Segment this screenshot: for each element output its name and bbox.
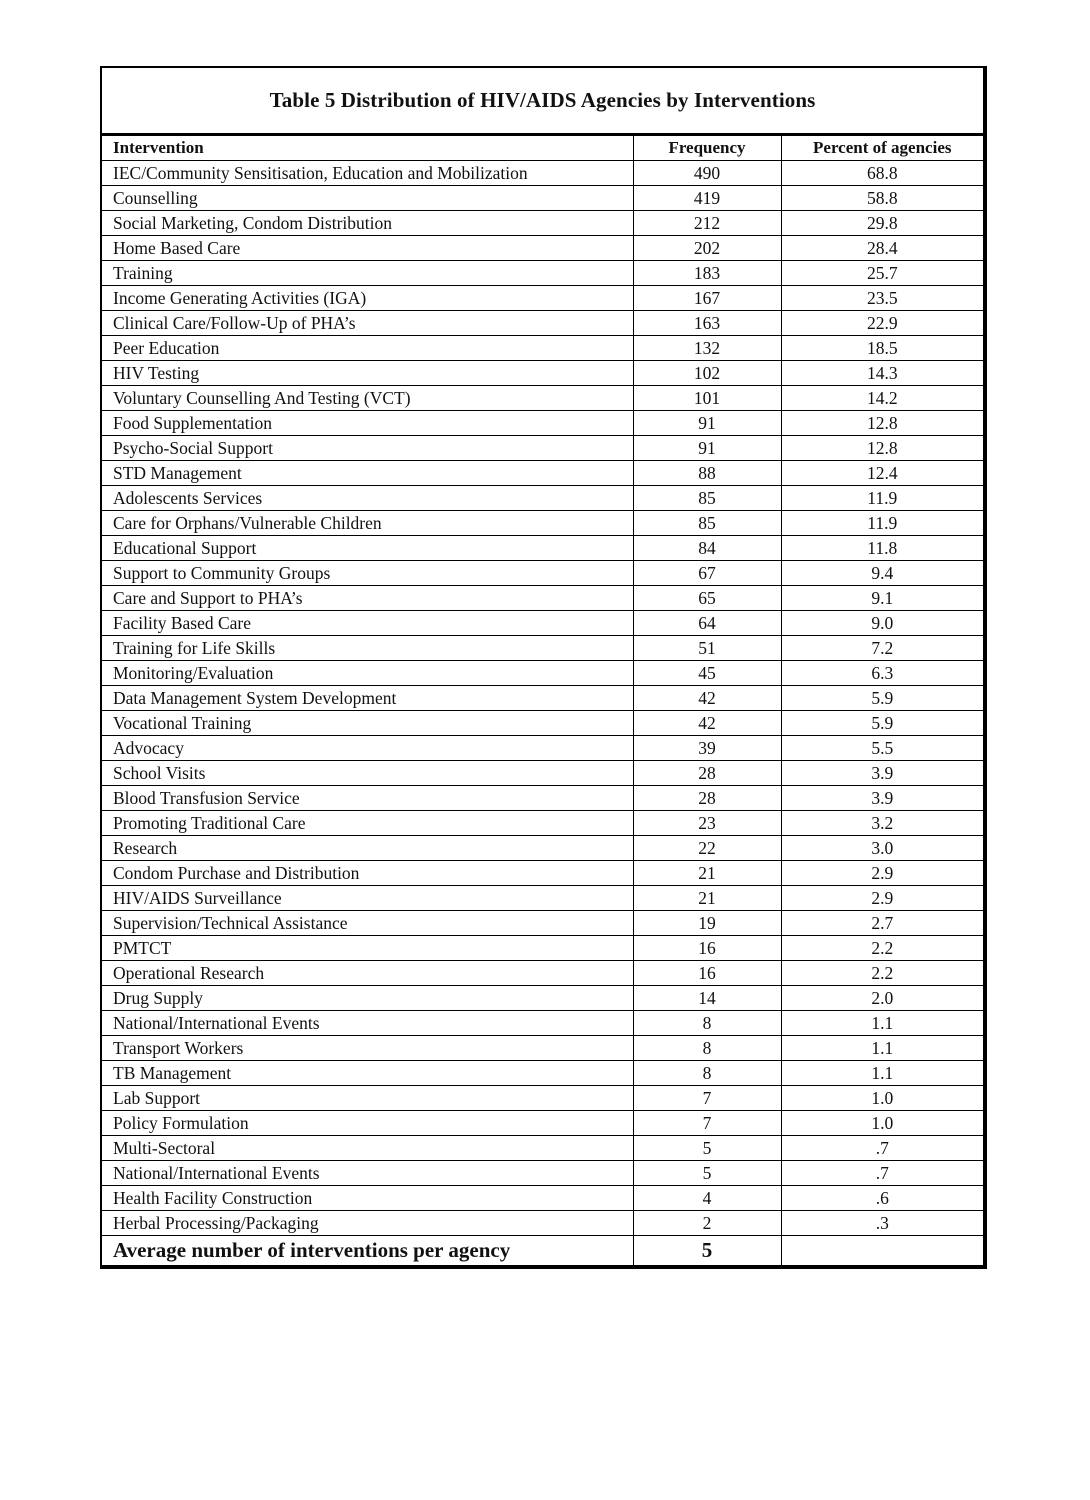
footer-row: [102, 1236, 983, 1266]
cell-percent: 6.3: [781, 661, 983, 686]
cell-frequency: 91: [633, 411, 781, 436]
cell-percent: 12.8: [781, 411, 983, 436]
cell-intervention: Facility Based Care: [102, 611, 633, 636]
cell-frequency: 28: [633, 786, 781, 811]
cell-percent: 3.0: [781, 836, 983, 861]
cell-percent: 22.9: [781, 311, 983, 336]
cell-intervention: Food Supplementation: [102, 411, 633, 436]
cell-percent: 9.0: [781, 611, 983, 636]
cell-frequency: 490: [633, 161, 781, 186]
cell-intervention: Transport Workers: [102, 1036, 633, 1061]
cell-intervention: National/International Events: [102, 1011, 633, 1036]
cell-frequency: 21: [633, 861, 781, 886]
cell-frequency: 88: [633, 461, 781, 486]
table-row: [102, 1086, 983, 1111]
cell-intervention: Blood Transfusion Service: [102, 786, 633, 811]
table-row: [102, 361, 983, 386]
cell-intervention: Research: [102, 836, 633, 861]
cell-frequency: 101: [633, 386, 781, 411]
cell-percent: 5.9: [781, 686, 983, 711]
cell-percent: 12.8: [781, 436, 983, 461]
table-row: [102, 161, 983, 186]
cell-frequency: 202: [633, 236, 781, 261]
table-row: [102, 961, 983, 986]
cell-percent: 68.8: [781, 161, 983, 186]
cell-percent: 3.9: [781, 786, 983, 811]
cell-intervention: PMTCT: [102, 936, 633, 961]
table-row: [102, 1186, 983, 1211]
cell-intervention: Social Marketing, Condom Distribution: [102, 211, 633, 236]
cell-intervention: Vocational Training: [102, 711, 633, 736]
cell-frequency: 14: [633, 986, 781, 1011]
cell-percent: 2.2: [781, 936, 983, 961]
cell-percent: 1.1: [781, 1061, 983, 1086]
cell-percent: 1.0: [781, 1086, 983, 1111]
table-row: [102, 536, 983, 561]
header-row: [102, 136, 983, 161]
cell-percent: 1.1: [781, 1036, 983, 1061]
cell-intervention: Drug Supply: [102, 986, 633, 1011]
cell-intervention: IEC/Community Sensitisation, Education and Mobilization: [102, 161, 633, 186]
cell-intervention: Operational Research: [102, 961, 633, 986]
cell-frequency: 2: [633, 1211, 781, 1236]
cell-intervention: Psycho-Social Support: [102, 436, 633, 461]
table-row: [102, 886, 983, 911]
table-row: [102, 386, 983, 411]
cell-frequency: 51: [633, 636, 781, 661]
cell-percent: 7.2: [781, 636, 983, 661]
table-row: [102, 461, 983, 486]
cell-frequency: 167: [633, 286, 781, 311]
cell-percent: 1.1: [781, 1011, 983, 1036]
table-row: [102, 686, 983, 711]
cell-percent: 25.7: [781, 261, 983, 286]
cell-frequency: 419: [633, 186, 781, 211]
cell-intervention: HIV/AIDS Surveillance: [102, 886, 633, 911]
cell-intervention: National/International Events: [102, 1161, 633, 1186]
table-row: [102, 236, 983, 261]
table-row: [102, 811, 983, 836]
cell-percent: 2.2: [781, 961, 983, 986]
table-row: [102, 1136, 983, 1161]
table-row: [102, 786, 983, 811]
table-row: [102, 486, 983, 511]
cell-intervention: Care for Orphans/Vulnerable Children: [102, 511, 633, 536]
table-row: [102, 1036, 983, 1061]
cell-percent: 11.9: [781, 511, 983, 536]
cell-frequency: 22: [633, 836, 781, 861]
header-intervention: Intervention: [102, 136, 633, 161]
cell-frequency: 65: [633, 586, 781, 611]
table-row: [102, 561, 983, 586]
cell-percent: 2.9: [781, 861, 983, 886]
table-row: [102, 336, 983, 361]
cell-percent: 23.5: [781, 286, 983, 311]
cell-percent: 5.9: [781, 711, 983, 736]
cell-frequency: 163: [633, 311, 781, 336]
cell-intervention: Educational Support: [102, 536, 633, 561]
footer-label: Average number of interventions per agency: [113, 1238, 511, 1262]
interventions-table: [102, 136, 983, 1265]
table-row: [102, 1111, 983, 1136]
cell-frequency: 7: [633, 1111, 781, 1136]
footer-frequency: 5: [633, 1236, 781, 1266]
cell-intervention: Care and Support to PHA’s: [102, 586, 633, 611]
table-row: [102, 1011, 983, 1036]
table-row: [102, 261, 983, 286]
cell-percent: 5.5: [781, 736, 983, 761]
table-row: [102, 286, 983, 311]
table-row: [102, 711, 983, 736]
cell-frequency: 8: [633, 1061, 781, 1086]
cell-percent: 2.7: [781, 911, 983, 936]
table-row: [102, 911, 983, 936]
cell-frequency: 85: [633, 511, 781, 536]
cell-intervention: Clinical Care/Follow-Up of PHA’s: [102, 311, 633, 336]
cell-percent: 28.4: [781, 236, 983, 261]
cell-frequency: 183: [633, 261, 781, 286]
cell-percent: 58.8: [781, 186, 983, 211]
cell-frequency: 85: [633, 486, 781, 511]
cell-percent: .7: [781, 1161, 983, 1186]
table-row: [102, 511, 983, 536]
cell-percent: 9.4: [781, 561, 983, 586]
header-frequency: Frequency: [633, 136, 781, 161]
table-title: Table 5 Distribution of HIV/AIDS Agencies by Interventions: [102, 68, 983, 136]
cell-percent: 14.3: [781, 361, 983, 386]
cell-frequency: 8: [633, 1011, 781, 1036]
cell-frequency: 84: [633, 536, 781, 561]
table-row: [102, 986, 983, 1011]
cell-frequency: 7: [633, 1086, 781, 1111]
cell-intervention: Herbal Processing/Packaging: [102, 1211, 633, 1236]
cell-percent: 29.8: [781, 211, 983, 236]
cell-percent: 18.5: [781, 336, 983, 361]
footer-percent: [781, 1236, 983, 1266]
cell-frequency: 23: [633, 811, 781, 836]
cell-frequency: 91: [633, 436, 781, 461]
cell-percent: .3: [781, 1211, 983, 1236]
cell-frequency: 8: [633, 1036, 781, 1061]
cell-percent: .7: [781, 1136, 983, 1161]
cell-percent: 3.2: [781, 811, 983, 836]
cell-intervention: Promoting Traditional Care: [102, 811, 633, 836]
table-row: [102, 1211, 983, 1236]
table-row: [102, 186, 983, 211]
cell-intervention: Voluntary Counselling And Testing (VCT): [102, 386, 633, 411]
cell-frequency: 21: [633, 886, 781, 911]
table-body: [102, 161, 983, 1236]
cell-frequency: 102: [633, 361, 781, 386]
table-container: [100, 66, 987, 1269]
cell-intervention: Income Generating Activities (IGA): [102, 286, 633, 311]
table-row: [102, 211, 983, 236]
cell-intervention: TB Management: [102, 1061, 633, 1086]
cell-intervention: Training: [102, 261, 633, 286]
table-row: [102, 436, 983, 461]
cell-frequency: 67: [633, 561, 781, 586]
cell-percent: .6: [781, 1186, 983, 1211]
cell-intervention: Health Facility Construction: [102, 1186, 633, 1211]
table-row: [102, 1061, 983, 1086]
cell-intervention: Peer Education: [102, 336, 633, 361]
cell-intervention: Training for Life Skills: [102, 636, 633, 661]
table-row: [102, 1161, 983, 1186]
cell-intervention: Support to Community Groups: [102, 561, 633, 586]
cell-intervention: Home Based Care: [102, 236, 633, 261]
cell-percent: 2.9: [781, 886, 983, 911]
cell-intervention: STD Management: [102, 461, 633, 486]
table-row: [102, 936, 983, 961]
cell-frequency: 42: [633, 686, 781, 711]
cell-percent: 11.8: [781, 536, 983, 561]
cell-intervention: Multi-Sectoral: [102, 1136, 633, 1161]
cell-frequency: 39: [633, 736, 781, 761]
cell-intervention: Advocacy: [102, 736, 633, 761]
cell-frequency: 16: [633, 936, 781, 961]
header-percent: Percent of agencies: [781, 136, 983, 161]
cell-intervention: Lab Support: [102, 1086, 633, 1111]
table-row: [102, 761, 983, 786]
cell-frequency: 64: [633, 611, 781, 636]
cell-intervention: Policy Formulation: [102, 1111, 633, 1136]
cell-frequency: 132: [633, 336, 781, 361]
table-row: [102, 586, 983, 611]
cell-intervention: School Visits: [102, 761, 633, 786]
cell-percent: 12.4: [781, 461, 983, 486]
cell-intervention: Data Management System Development: [102, 686, 633, 711]
table-row: [102, 611, 983, 636]
cell-frequency: 4: [633, 1186, 781, 1211]
cell-percent: 11.9: [781, 486, 983, 511]
table-row: [102, 736, 983, 761]
cell-intervention: Condom Purchase and Distribution: [102, 861, 633, 886]
table-row: [102, 411, 983, 436]
cell-intervention: Supervision/Technical Assistance: [102, 911, 633, 936]
table-row: [102, 311, 983, 336]
cell-percent: 14.2: [781, 386, 983, 411]
cell-percent: 3.9: [781, 761, 983, 786]
table-row: [102, 861, 983, 886]
cell-frequency: 16: [633, 961, 781, 986]
cell-percent: 9.1: [781, 586, 983, 611]
cell-frequency: 45: [633, 661, 781, 686]
table-row: [102, 636, 983, 661]
cell-frequency: 5: [633, 1161, 781, 1186]
cell-intervention: Adolescents Services: [102, 486, 633, 511]
cell-percent: 2.0: [781, 986, 983, 1011]
cell-intervention: Monitoring/Evaluation: [102, 661, 633, 686]
cell-frequency: 5: [633, 1136, 781, 1161]
table-row: [102, 661, 983, 686]
cell-intervention: Counselling: [102, 186, 633, 211]
cell-frequency: 28: [633, 761, 781, 786]
cell-frequency: 42: [633, 711, 781, 736]
cell-frequency: 212: [633, 211, 781, 236]
cell-frequency: 19: [633, 911, 781, 936]
table-row: [102, 836, 983, 861]
cell-percent: 1.0: [781, 1111, 983, 1136]
cell-intervention: HIV Testing: [102, 361, 633, 386]
